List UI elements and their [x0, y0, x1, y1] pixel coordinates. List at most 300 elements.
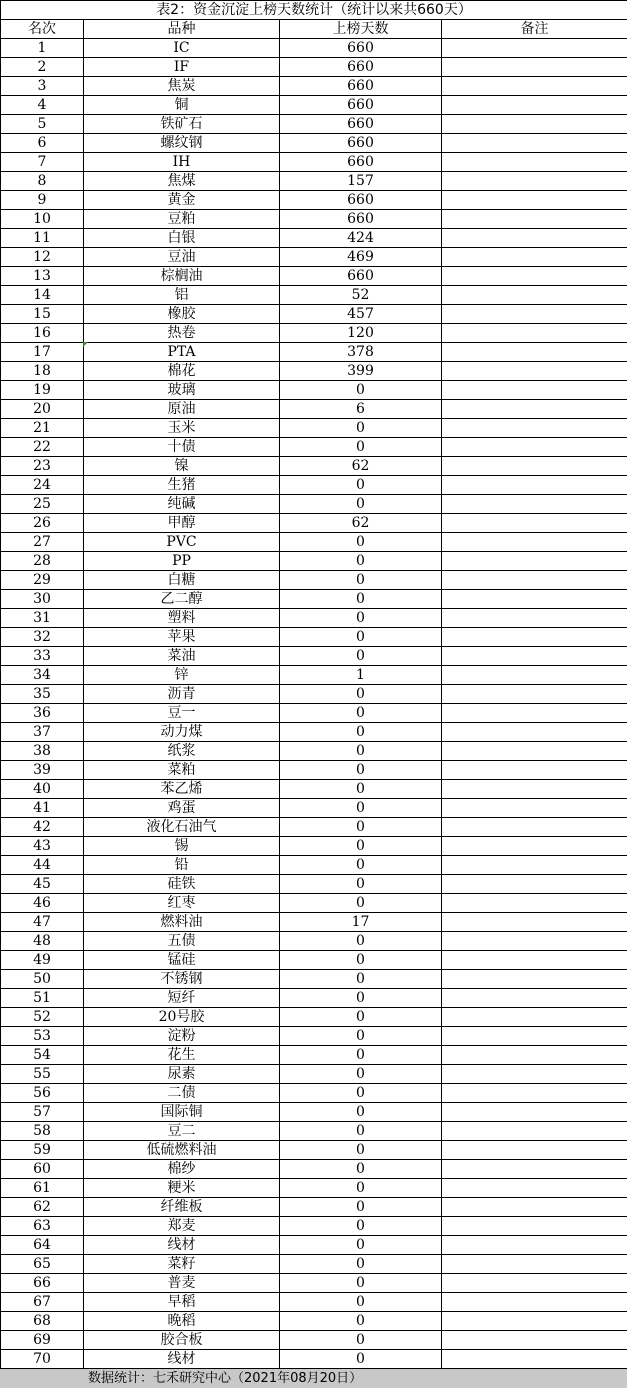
table-row: [1, 191, 627, 210]
days-cell: 660: [280, 134, 442, 153]
header-row: [1, 20, 627, 39]
days-cell: 0: [280, 1122, 442, 1141]
table-row: [1, 552, 627, 571]
product-cell: 螺纹钢: [84, 134, 280, 153]
table-row: [1, 609, 627, 628]
rank-cell: 54: [1, 1046, 84, 1065]
product-cell: 橡胶: [84, 305, 280, 324]
table-row: [1, 989, 627, 1008]
table-row: [1, 894, 627, 913]
table-row: [1, 229, 627, 248]
product-cell: 玻璃: [84, 381, 280, 400]
rank-cell: 28: [1, 552, 84, 571]
product-cell: 塑料: [84, 609, 280, 628]
product-cell: 沥青: [84, 685, 280, 704]
days-cell: 0: [280, 1350, 442, 1369]
days-cell: 378: [280, 343, 442, 362]
table-row: [1, 1350, 627, 1369]
note-cell: [442, 666, 627, 685]
note-cell: [442, 191, 627, 210]
days-cell: 0: [280, 628, 442, 647]
table-row: [1, 1217, 627, 1236]
rank-cell: 51: [1, 989, 84, 1008]
days-cell: 0: [280, 1179, 442, 1198]
table-row: [1, 324, 627, 343]
table-row: [1, 1331, 627, 1350]
note-cell: [442, 1312, 627, 1331]
note-cell: [442, 609, 627, 628]
days-cell: 0: [280, 1141, 442, 1160]
note-cell: [442, 742, 627, 761]
product-cell: 菜粕: [84, 761, 280, 780]
table-row: [1, 818, 627, 837]
days-cell: 660: [280, 115, 442, 134]
product-cell: 黄金: [84, 191, 280, 210]
rank-cell: 6: [1, 134, 84, 153]
rank-cell: 14: [1, 286, 84, 305]
days-cell: 52: [280, 286, 442, 305]
note-cell: [442, 495, 627, 514]
table-row: [1, 400, 627, 419]
rank-cell: 47: [1, 913, 84, 932]
days-cell: 0: [280, 932, 442, 951]
rank-cell: 58: [1, 1122, 84, 1141]
product-cell: 原油: [84, 400, 280, 419]
days-cell: 0: [280, 970, 442, 989]
note-cell: [442, 419, 627, 438]
rank-cell: 18: [1, 362, 84, 381]
table-row: [1, 875, 627, 894]
product-cell: 线材: [84, 1350, 280, 1369]
note-cell: [442, 761, 627, 780]
rank-cell: 41: [1, 799, 84, 818]
table-row: [1, 1312, 627, 1331]
days-cell: 0: [280, 476, 442, 495]
note-cell: [442, 457, 627, 476]
note-cell: [442, 552, 627, 571]
table-row: [1, 514, 627, 533]
product-cell: 棉纱: [84, 1160, 280, 1179]
note-cell: [442, 96, 627, 115]
note-cell: [442, 1065, 627, 1084]
product-cell: 花生: [84, 1046, 280, 1065]
table-row: [1, 267, 627, 286]
days-cell: 6: [280, 400, 442, 419]
note-cell: [442, 362, 627, 381]
rank-cell: 1: [1, 39, 84, 58]
table-row: [1, 856, 627, 875]
rank-cell: 65: [1, 1255, 84, 1274]
rank-cell: 45: [1, 875, 84, 894]
table-row: [1, 1236, 627, 1255]
days-cell: 0: [280, 723, 442, 742]
days-cell: 399: [280, 362, 442, 381]
note-cell: [442, 818, 627, 837]
product-cell: 豆粕: [84, 210, 280, 229]
days-cell: 62: [280, 457, 442, 476]
header-product: 品种: [84, 20, 280, 39]
note-cell: [442, 115, 627, 134]
note-cell: [442, 704, 627, 723]
product-cell: 硅铁: [84, 875, 280, 894]
note-cell: [442, 1331, 627, 1350]
note-cell: [442, 1255, 627, 1274]
note-cell: [442, 39, 627, 58]
note-cell: [442, 590, 627, 609]
rank-cell: 64: [1, 1236, 84, 1255]
days-cell: 0: [280, 590, 442, 609]
note-cell: [442, 514, 627, 533]
product-cell: 铝: [84, 286, 280, 305]
table-row: [1, 457, 627, 476]
note-cell: [442, 1350, 627, 1369]
note-cell: [442, 476, 627, 495]
note-cell: [442, 970, 627, 989]
note-cell: [442, 1103, 627, 1122]
product-cell: 液化石油气: [84, 818, 280, 837]
note-cell: [442, 210, 627, 229]
rank-cell: 63: [1, 1217, 84, 1236]
table-row: [1, 1255, 627, 1274]
table-row: [1, 761, 627, 780]
days-cell: 0: [280, 742, 442, 761]
days-cell: 0: [280, 989, 442, 1008]
table-row: [1, 58, 627, 77]
product-cell: 铅: [84, 856, 280, 875]
table-row: [1, 210, 627, 229]
table-row: [1, 1293, 627, 1312]
days-cell: 0: [280, 1008, 442, 1027]
rank-cell: 4: [1, 96, 84, 115]
table-row: [1, 153, 627, 172]
days-cell: 0: [280, 552, 442, 571]
table-row: [1, 381, 627, 400]
days-cell: 0: [280, 837, 442, 856]
rank-cell: 36: [1, 704, 84, 723]
rank-cell: 25: [1, 495, 84, 514]
table-row: [1, 571, 627, 590]
note-cell: [442, 647, 627, 666]
days-cell: 17: [280, 913, 442, 932]
table-row: [1, 932, 627, 951]
rank-cell: 30: [1, 590, 84, 609]
days-cell: 660: [280, 77, 442, 96]
table-row: [1, 476, 627, 495]
product-cell: 豆一: [84, 704, 280, 723]
product-cell: 棉花: [84, 362, 280, 381]
rank-cell: 68: [1, 1312, 84, 1331]
product-cell: 不锈钢: [84, 970, 280, 989]
product-cell: 早稻: [84, 1293, 280, 1312]
product-cell: 玉米: [84, 419, 280, 438]
product-cell: 鸡蛋: [84, 799, 280, 818]
table-row: [1, 742, 627, 761]
days-cell: 0: [280, 1217, 442, 1236]
rank-cell: 66: [1, 1274, 84, 1293]
table-row: [1, 913, 627, 932]
product-cell: 棕榈油: [84, 267, 280, 286]
product-cell: 红枣: [84, 894, 280, 913]
product-cell: 郑麦: [84, 1217, 280, 1236]
table-row: [1, 343, 627, 362]
note-cell: [442, 856, 627, 875]
product-cell: IF: [84, 58, 280, 77]
note-cell: [442, 1084, 627, 1103]
rank-cell: 57: [1, 1103, 84, 1122]
product-cell: 豆油: [84, 248, 280, 267]
days-cell: 660: [280, 39, 442, 58]
note-cell: [442, 343, 627, 362]
rank-cell: 22: [1, 438, 84, 457]
days-cell: 0: [280, 533, 442, 552]
days-cell: 1: [280, 666, 442, 685]
note-cell: [442, 1179, 627, 1198]
product-cell: 短纤: [84, 989, 280, 1008]
table-row: [1, 1141, 627, 1160]
table-row: [1, 799, 627, 818]
note-cell: [442, 685, 627, 704]
rank-cell: 38: [1, 742, 84, 761]
days-cell: 660: [280, 267, 442, 286]
note-cell: [442, 77, 627, 96]
days-cell: 157: [280, 172, 442, 191]
rank-cell: 15: [1, 305, 84, 324]
note-cell: [442, 172, 627, 191]
table-row: [1, 704, 627, 723]
note-cell: [442, 571, 627, 590]
table-row: [1, 1103, 627, 1122]
days-cell: 0: [280, 780, 442, 799]
days-cell: 0: [280, 1274, 442, 1293]
table-row: [1, 647, 627, 666]
table-row: [1, 134, 627, 153]
table-row: [1, 837, 627, 856]
note-cell: [442, 1217, 627, 1236]
rank-cell: 35: [1, 685, 84, 704]
rank-cell: 56: [1, 1084, 84, 1103]
rank-cell: 42: [1, 818, 84, 837]
product-cell: 五债: [84, 932, 280, 951]
note-cell: [442, 1122, 627, 1141]
note-cell: [442, 913, 627, 932]
days-cell: 0: [280, 1293, 442, 1312]
rank-cell: 10: [1, 210, 84, 229]
note-cell: [442, 1008, 627, 1027]
table-row: [1, 1274, 627, 1293]
rank-cell: 55: [1, 1065, 84, 1084]
days-cell: 0: [280, 1046, 442, 1065]
product-cell: 十债: [84, 438, 280, 457]
table-row: [1, 1084, 627, 1103]
rank-cell: 43: [1, 837, 84, 856]
table-row: [1, 286, 627, 305]
product-cell: 铁矿石: [84, 115, 280, 134]
product-cell: PP: [84, 552, 280, 571]
note-cell: [442, 837, 627, 856]
note-cell: [442, 1027, 627, 1046]
table-row: [1, 590, 627, 609]
rank-cell: 8: [1, 172, 84, 191]
product-cell: PVC: [84, 533, 280, 552]
days-cell: 0: [280, 381, 442, 400]
days-cell: 0: [280, 1312, 442, 1331]
header-days: 上榜天数: [280, 20, 442, 39]
rank-cell: 49: [1, 951, 84, 970]
rank-cell: 39: [1, 761, 84, 780]
rank-cell: 34: [1, 666, 84, 685]
product-cell: 乙二醇: [84, 590, 280, 609]
table-row: [1, 77, 627, 96]
days-cell: 0: [280, 571, 442, 590]
days-cell: 0: [280, 609, 442, 628]
rank-cell: 29: [1, 571, 84, 590]
rank-cell: 59: [1, 1141, 84, 1160]
days-cell: 0: [280, 438, 442, 457]
product-cell: 豆二: [84, 1122, 280, 1141]
product-cell: 纤维板: [84, 1198, 280, 1217]
note-cell: [442, 723, 627, 742]
product-cell: 焦炭: [84, 77, 280, 96]
days-cell: 0: [280, 1065, 442, 1084]
product-cell: 甲醇: [84, 514, 280, 533]
table-row: [1, 1065, 627, 1084]
note-cell: [442, 267, 627, 286]
product-cell: 纯碱: [84, 495, 280, 514]
days-cell: 0: [280, 1103, 442, 1122]
rank-cell: 32: [1, 628, 84, 647]
rank-cell: 60: [1, 1160, 84, 1179]
product-cell: 国际铜: [84, 1103, 280, 1122]
rank-cell: 53: [1, 1027, 84, 1046]
rank-cell: 46: [1, 894, 84, 913]
days-cell: 0: [280, 894, 442, 913]
days-cell: 120: [280, 324, 442, 343]
header-rank: 名次: [1, 20, 84, 39]
table-row: [1, 780, 627, 799]
product-cell: 苯乙烯: [84, 780, 280, 799]
product-cell: 白糖: [84, 571, 280, 590]
table-row: [1, 723, 627, 742]
days-cell: 0: [280, 1236, 442, 1255]
rank-cell: 13: [1, 267, 84, 286]
product-cell: 铜: [84, 96, 280, 115]
note-cell: [442, 1274, 627, 1293]
note-cell: [442, 533, 627, 552]
days-cell: 0: [280, 1198, 442, 1217]
rank-cell: 5: [1, 115, 84, 134]
product-cell: 粳米: [84, 1179, 280, 1198]
note-cell: [442, 1236, 627, 1255]
product-cell: IC: [84, 39, 280, 58]
table-row: [1, 685, 627, 704]
days-cell: 660: [280, 191, 442, 210]
title-row: [1, 1, 627, 20]
days-cell: 0: [280, 1027, 442, 1046]
footer-text: 数据统计：七禾研究中心（2021年08月20日）: [88, 1371, 363, 1386]
product-cell: 白银: [84, 229, 280, 248]
table-row: [1, 362, 627, 381]
rank-cell: 69: [1, 1331, 84, 1350]
table-row: [1, 1122, 627, 1141]
table-row: [1, 438, 627, 457]
table-row: [1, 1160, 627, 1179]
product-cell: 燃料油: [84, 913, 280, 932]
product-cell: 晚稻: [84, 1312, 280, 1331]
rank-cell: 62: [1, 1198, 84, 1217]
rank-cell: 7: [1, 153, 84, 172]
table-title: 表2：资金沉淀上榜天数统计（统计以来共660天）: [1, 1, 627, 20]
product-cell: 镍: [84, 457, 280, 476]
days-cell: 0: [280, 951, 442, 970]
days-cell: 0: [280, 1084, 442, 1103]
table-row: [1, 970, 627, 989]
days-cell: 0: [280, 647, 442, 666]
rank-cell: 44: [1, 856, 84, 875]
note-cell: [442, 1141, 627, 1160]
rank-cell: 11: [1, 229, 84, 248]
product-cell: 热卷: [84, 324, 280, 343]
note-cell: [442, 400, 627, 419]
rank-cell: 70: [1, 1350, 84, 1369]
note-cell: [442, 799, 627, 818]
days-cell: 0: [280, 1255, 442, 1274]
product-cell: 纸浆: [84, 742, 280, 761]
note-cell: [442, 134, 627, 153]
table-row: [1, 495, 627, 514]
table-row: [1, 666, 627, 685]
rank-cell: 24: [1, 476, 84, 495]
note-cell: [442, 1198, 627, 1217]
note-cell: [442, 286, 627, 305]
rank-cell: 31: [1, 609, 84, 628]
rank-cell: 52: [1, 1008, 84, 1027]
note-cell: [442, 58, 627, 77]
product-cell: 淀粉: [84, 1027, 280, 1046]
table-row: [1, 533, 627, 552]
table-row: [1, 1027, 627, 1046]
product-cell: IH: [84, 153, 280, 172]
rank-cell: 33: [1, 647, 84, 666]
rank-cell: 3: [1, 77, 84, 96]
rank-cell: 40: [1, 780, 84, 799]
product-cell: 锌: [84, 666, 280, 685]
cell-error-indicator: [83, 342, 88, 347]
note-cell: [442, 381, 627, 400]
rank-cell: 21: [1, 419, 84, 438]
note-cell: [442, 628, 627, 647]
rank-cell: 50: [1, 970, 84, 989]
days-cell: 0: [280, 761, 442, 780]
note-cell: [442, 324, 627, 343]
product-cell: PTA: [84, 343, 280, 362]
product-cell: 二债: [84, 1084, 280, 1103]
product-cell: 胶合板: [84, 1331, 280, 1350]
table-row: [1, 115, 627, 134]
days-cell: 0: [280, 799, 442, 818]
days-cell: 0: [280, 419, 442, 438]
product-cell: 20号胶: [84, 1008, 280, 1027]
product-cell: 苹果: [84, 628, 280, 647]
table-row: [1, 172, 627, 191]
note-cell: [442, 153, 627, 172]
note-cell: [442, 875, 627, 894]
footer-source: [0, 1368, 627, 1388]
note-cell: [442, 951, 627, 970]
table-row: [1, 951, 627, 970]
rank-cell: 2: [1, 58, 84, 77]
rank-cell: 9: [1, 191, 84, 210]
note-cell: [442, 1046, 627, 1065]
